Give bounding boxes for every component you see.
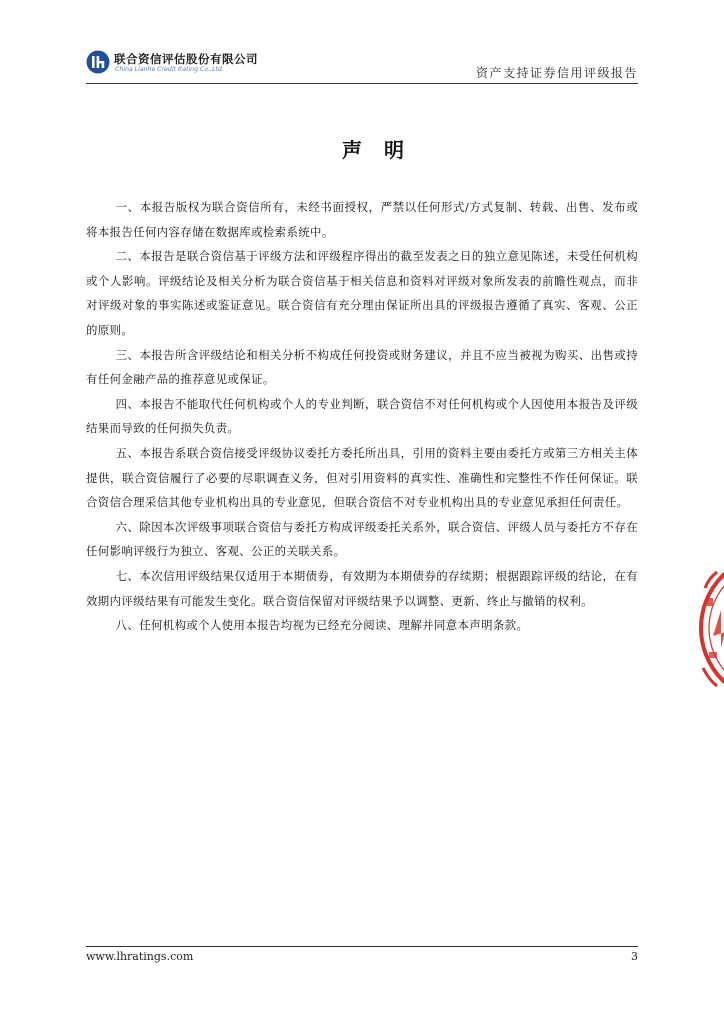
page-header [0, 0, 724, 86]
company-seal-icon [695, 548, 724, 708]
report-type-label: 资产支持证券信用评级报告 [475, 66, 638, 80]
declaration-paragraph-2: 二、本报告是联合资信基于评级方法和评级程序得出的截至发表之日的独立意见陈述，未受任何机构或个人影响。评级结论及相关分析为联合资信基于相关信息和资料对评级对象所发表的前瞻性观点，而非对评级对象的事实陈述或鉴证意见。联合资信有充分理由保证所出具的评级报告遵循了真实、客观、公正的原则。 [86, 249, 638, 337]
lianhe-logo-icon [86, 50, 110, 74]
footer-divider [86, 946, 638, 947]
declaration-paragraph-7: 七、本次信用评级结果仅适用于本期债券，有效期为本期债券的存续期；根据跟踪评级的结论，在有效期内评级结果有可能发生变化。联合资信保留对评级结果予以调整、更新、终止与撤销的权利。 [86, 568, 638, 608]
company-name-cn: 联合资信评估股份有限公司 [114, 52, 258, 66]
company-name-en: China Lianhe Credit Rating Co.,Ltd. [115, 66, 224, 73]
declaration-paragraph-6: 六、除因本次评级事项联合资信与委托方构成评级委托关系外，联合资信、评级人员与委托方不存在任何影响评级行为独立、客观、公正的关联关系。 [86, 519, 638, 559]
page-title: 声明 [342, 138, 426, 162]
declaration-body [86, 195, 638, 638]
declaration-paragraph-8: 八、任何机构或个人使用本报告均视为已经充分阅读、理解并同意本声明条款。 [115, 618, 529, 633]
declaration-paragraph-5: 五、本报告系联合资信接受评级协议委托方委托所出具，引用的资料主要由委托方或第三方相关主体提供，联合资信履行了必要的尽职调查义务，但对引用资料的真实性、准确性和完整性不作任何保证。联合资信合理采信其他专业机构出具的专业意见，但联合资信不对专业机构出具的专业意见承担任何责任。 [86, 445, 638, 510]
header-divider [86, 83, 638, 84]
declaration-paragraph-4: 四、本报告不能取代任何机构或个人的专业判断，联合资信不对任何机构或个人因使用本报告及评级结果而导致的任何损失负责。 [86, 396, 638, 436]
declaration-paragraph-1: 一、本报告版权为联合资信所有，未经书面授权，严禁以任何形式/方式复制、转载、出售、发布或将本报告任何内容存储在数据库或检索系统中。 [86, 200, 638, 239]
footer-website: www.lhratings.com [86, 950, 194, 963]
declaration-paragraph-3: 三、本报告所含评级结论和相关分析不构成任何投资或财务建议，并且不应当被视为购买、出售或持有任何金融产品的推荐意见或保证。 [86, 347, 638, 387]
page-number: 3 [631, 950, 638, 963]
